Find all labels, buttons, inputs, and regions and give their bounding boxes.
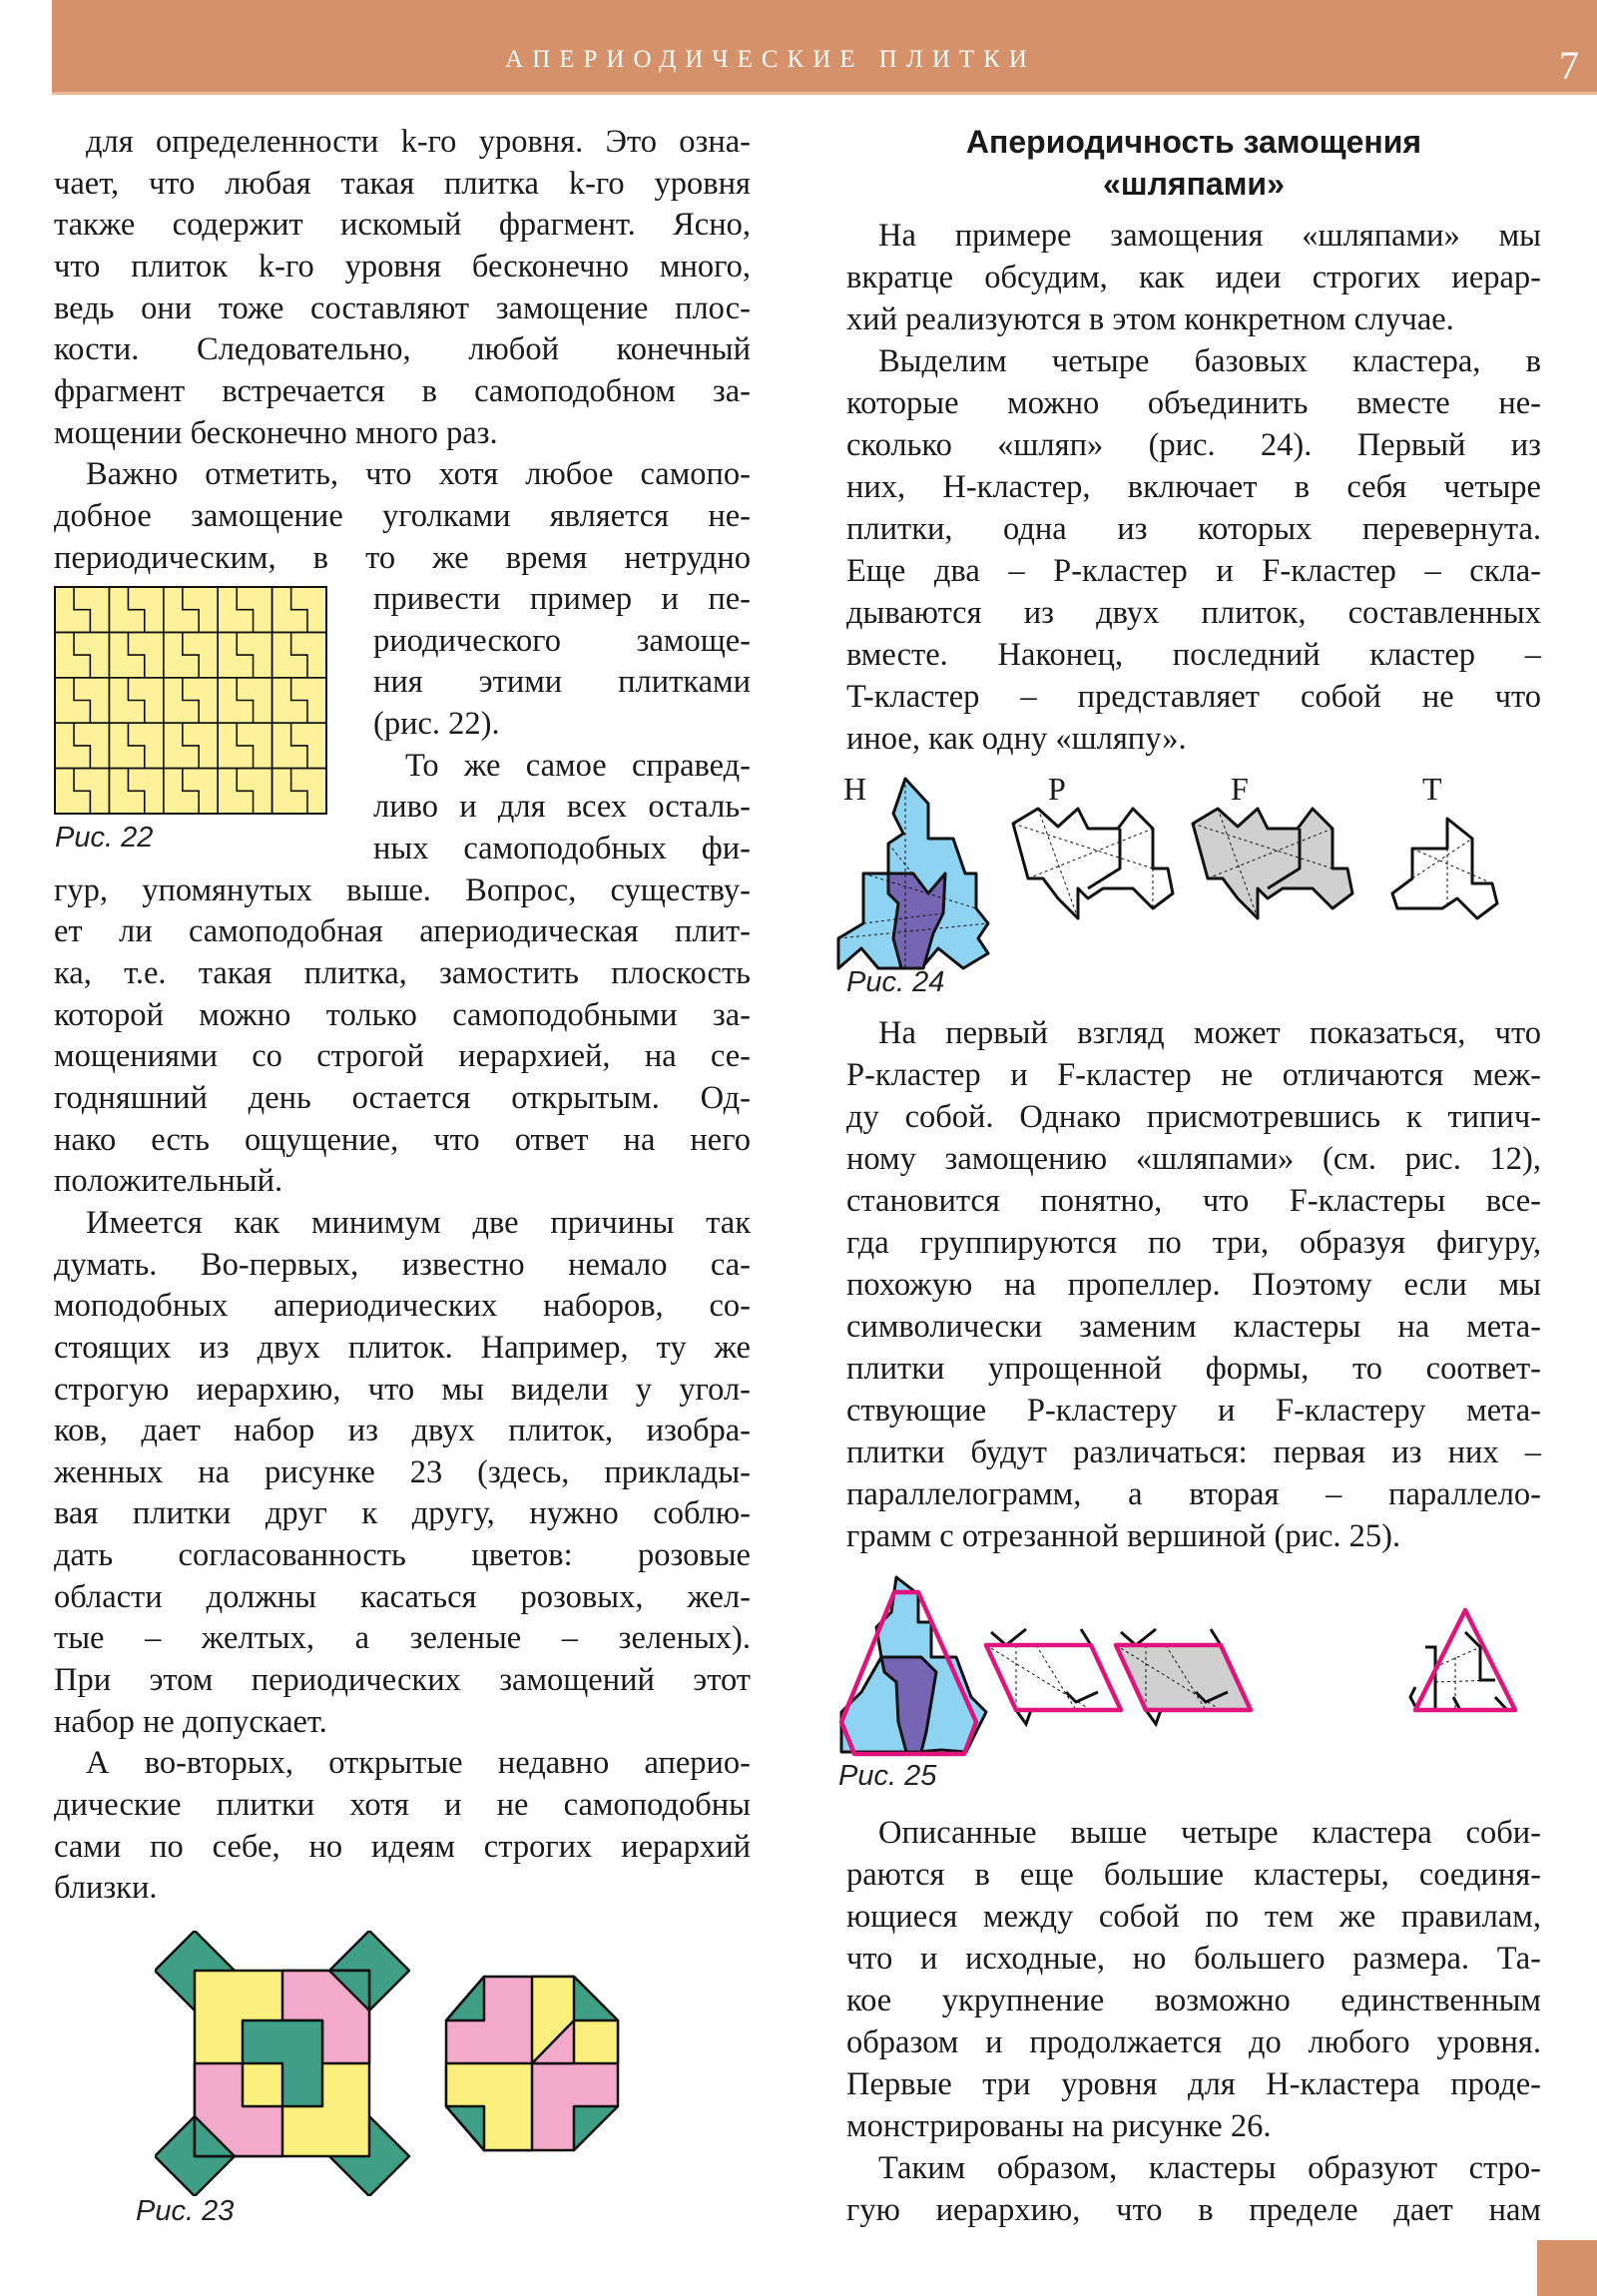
text-line: похожую на пропеллер. Поэтому если мы bbox=[846, 1267, 1541, 1303]
text-line: плитки, одна из которых перевернута. bbox=[846, 511, 1541, 547]
text-line: ведь они тоже составляют замощение плос- bbox=[54, 289, 751, 326]
text-line: фрагмент встречается в самоподобном за- bbox=[54, 372, 751, 409]
figure-22-caption: Рис. 22 bbox=[55, 822, 154, 854]
figure-24-hat-clusters bbox=[833, 774, 1552, 973]
text-line: вкратце обсудим, как идеи строгих иерар- bbox=[846, 260, 1541, 295]
text-line: дываются из двух плиток, составленных bbox=[846, 595, 1541, 631]
figure-23-two-tile-set bbox=[155, 1931, 624, 2196]
text-line: На примере замощения «шляпами» мы bbox=[878, 218, 1541, 254]
text-line: T-кластер – представляет собой не что bbox=[846, 679, 1541, 715]
text-line: гую иерархию, что в пределе дает нам bbox=[846, 2192, 1541, 2228]
text-line: которые можно объединить вместе не- bbox=[846, 385, 1541, 421]
text-line: дические плитки хотя и не самоподобны bbox=[54, 1787, 751, 1823]
text-line: ющиеся между собой по тем же правилам, bbox=[846, 1899, 1541, 1935]
text-line: образом и продолжается до любого уровня. bbox=[846, 2024, 1541, 2060]
text-line: Первые три уровня для H-кластера проде- bbox=[846, 2066, 1541, 2102]
text-line: ка, т.е. такая плитка, замостить плоскость bbox=[54, 955, 751, 991]
text-line: риодического замоще- bbox=[373, 622, 751, 659]
text-line: области должны касаться розовых, жел- bbox=[54, 1578, 751, 1615]
text-line: женных на рисунке 23 (здесь, приклады- bbox=[54, 1453, 751, 1490]
text-line: положительный. bbox=[54, 1163, 283, 1200]
text-line: ствующие P-кластеру и F-кластеру мета- bbox=[846, 1393, 1541, 1429]
text-line: которой можно только самоподобными за- bbox=[54, 996, 751, 1033]
text-line: ному замощению «шляпами» (см. рис. 12), bbox=[846, 1141, 1541, 1177]
text-line: кое укрупнение возможно единственным bbox=[846, 1983, 1541, 2018]
text-line: Важно отметить, что хотя любое самопо- bbox=[86, 456, 751, 493]
text-line: плитки будут различаться: первая из них – bbox=[846, 1435, 1541, 1470]
text-line: параллелограмм, а вторая – параллело- bbox=[846, 1476, 1541, 1512]
figure-25-caption: Рис. 25 bbox=[838, 1760, 937, 1792]
figure-24-caption: Рис. 24 bbox=[846, 966, 945, 998]
figure-22-periodic-tiling bbox=[54, 586, 327, 815]
text-line: вая плитки друг к другу, нужно соблю- bbox=[54, 1495, 751, 1532]
running-header bbox=[52, 0, 1597, 95]
text-line: При этом периодических замощений этот bbox=[54, 1662, 751, 1699]
figure-23-caption: Рис. 23 bbox=[136, 2195, 235, 2227]
text-line: вместе. Наконец, последний кластер – bbox=[846, 637, 1541, 673]
text-line: чает, что любая такая плитка k-го уровня bbox=[54, 165, 751, 202]
text-line: монстрированы на рисунке 26. bbox=[846, 2108, 1272, 2144]
text-line: Еще два – P-кластер и F-кластер – скла- bbox=[846, 553, 1541, 589]
cluster-label-f: F bbox=[1231, 771, 1249, 807]
text-line: плитки упрощенной формы, то соответ- bbox=[846, 1351, 1541, 1387]
text-line: раются в еще большие кластеры, соединя- bbox=[846, 1857, 1541, 1893]
text-line: кости. Следовательно, любой конечный bbox=[54, 331, 751, 368]
cluster-label-p: P bbox=[1048, 771, 1066, 807]
text-line: Имеется как минимум две причины так bbox=[86, 1204, 751, 1241]
page-corner-tab bbox=[1537, 2240, 1597, 2296]
text-line: моподобных апериодических наборов, со- bbox=[54, 1288, 751, 1325]
text-line: грамм с отрезанной вершиной (рис. 25). bbox=[846, 1518, 1401, 1554]
cluster-label-t: T bbox=[1422, 771, 1442, 807]
text-line: близки. bbox=[54, 1870, 158, 1907]
text-line: для определенности k-го уровня. Это озна- bbox=[86, 124, 751, 160]
text-line: периодическим, в то же время нетрудно bbox=[54, 539, 751, 576]
text-line: нако есть ощущение, что ответ на него bbox=[54, 1121, 751, 1158]
text-line: добное замощение уголками является не- bbox=[54, 497, 751, 534]
text-line: сами по себе, но идеям строгих иерархий bbox=[54, 1828, 751, 1865]
text-line: ет ли самоподобная апериодическая плит- bbox=[54, 913, 751, 950]
cluster-label-h: H bbox=[843, 771, 867, 807]
text-line: них, H-кластер, включает в себя четыре bbox=[846, 469, 1541, 505]
text-line: символически заменим кластеры на мета- bbox=[846, 1309, 1541, 1345]
section-title: АПЕРИОДИЧЕСКИЕ ПЛИТКИ bbox=[505, 46, 1036, 73]
text-line: Описанные выше четыре кластера соби- bbox=[878, 1815, 1541, 1851]
text-line: иное, как одну «шляпу». bbox=[846, 721, 1187, 757]
text-line: также содержит искомый фрагмент. Ясно, bbox=[54, 207, 751, 244]
section-heading-line-2: «шляпами» bbox=[1103, 166, 1285, 202]
text-line: P-кластер и F-кластер не отличаются меж- bbox=[846, 1057, 1541, 1093]
figure-25-metatiles bbox=[836, 1572, 1555, 1762]
text-line: что и исходные, но большего размера. Та- bbox=[846, 1941, 1541, 1977]
text-line: А во-вторых, открытые недавно аперио- bbox=[86, 1745, 751, 1782]
text-line: На первый взгляд может показаться, что bbox=[878, 1015, 1541, 1051]
text-line: хий реализуются в этом конкретном случае. bbox=[846, 301, 1454, 337]
text-line: (рис. 22). bbox=[373, 706, 500, 743]
text-line: дать согласованность цветов: розовые bbox=[54, 1537, 751, 1574]
text-line: стоящих из двух плиток. Например, ту же bbox=[54, 1329, 751, 1366]
text-line: мощениями со строгой иерархией, на се- bbox=[54, 1038, 751, 1075]
text-line: ных самоподобных фи- bbox=[373, 831, 751, 867]
text-line: строгую иерархию, что мы видели у угол- bbox=[54, 1371, 751, 1408]
text-line: мощении бесконечно много раз. bbox=[54, 414, 498, 451]
text-line: привести пример и пе- bbox=[373, 581, 751, 618]
text-line: гда группируются по три, образуя фигуру, bbox=[846, 1225, 1541, 1261]
text-line: набор не допускает. bbox=[54, 1703, 327, 1740]
page-number: 7 bbox=[1559, 43, 1579, 88]
text-line: ду собой. Однако присмотревшись к типич- bbox=[846, 1099, 1541, 1135]
text-line: ния этими плитками bbox=[373, 664, 751, 701]
text-line: Таким образом, кластеры образуют стро- bbox=[878, 2150, 1541, 2186]
text-line: годняшний день остается открытым. Од- bbox=[54, 1079, 751, 1116]
text-line: Выделим четыре базовых кластера, в bbox=[878, 343, 1541, 379]
text-line: сколько «шляп» (рис. 24). Первый из bbox=[846, 427, 1541, 463]
text-line: тые – желтых, а зеленые – зеленых). bbox=[54, 1620, 751, 1657]
text-line: То же самое справед- bbox=[405, 747, 751, 784]
text-line: думать. Во-первых, известно немало са- bbox=[54, 1246, 751, 1283]
text-line: ливо и для всех осталь- bbox=[373, 789, 751, 826]
text-line: ков, дает набор из двух плиток, изобра- bbox=[54, 1413, 751, 1449]
text-line: гур, упомянутых выше. Вопрос, существу- bbox=[54, 871, 751, 908]
text-line: становится понятно, что F-кластеры все- bbox=[846, 1183, 1541, 1219]
text-line: что плиток k-го уровня бесконечно много, bbox=[54, 248, 751, 285]
section-heading-line-1: Апериодичность замощения bbox=[965, 124, 1422, 160]
